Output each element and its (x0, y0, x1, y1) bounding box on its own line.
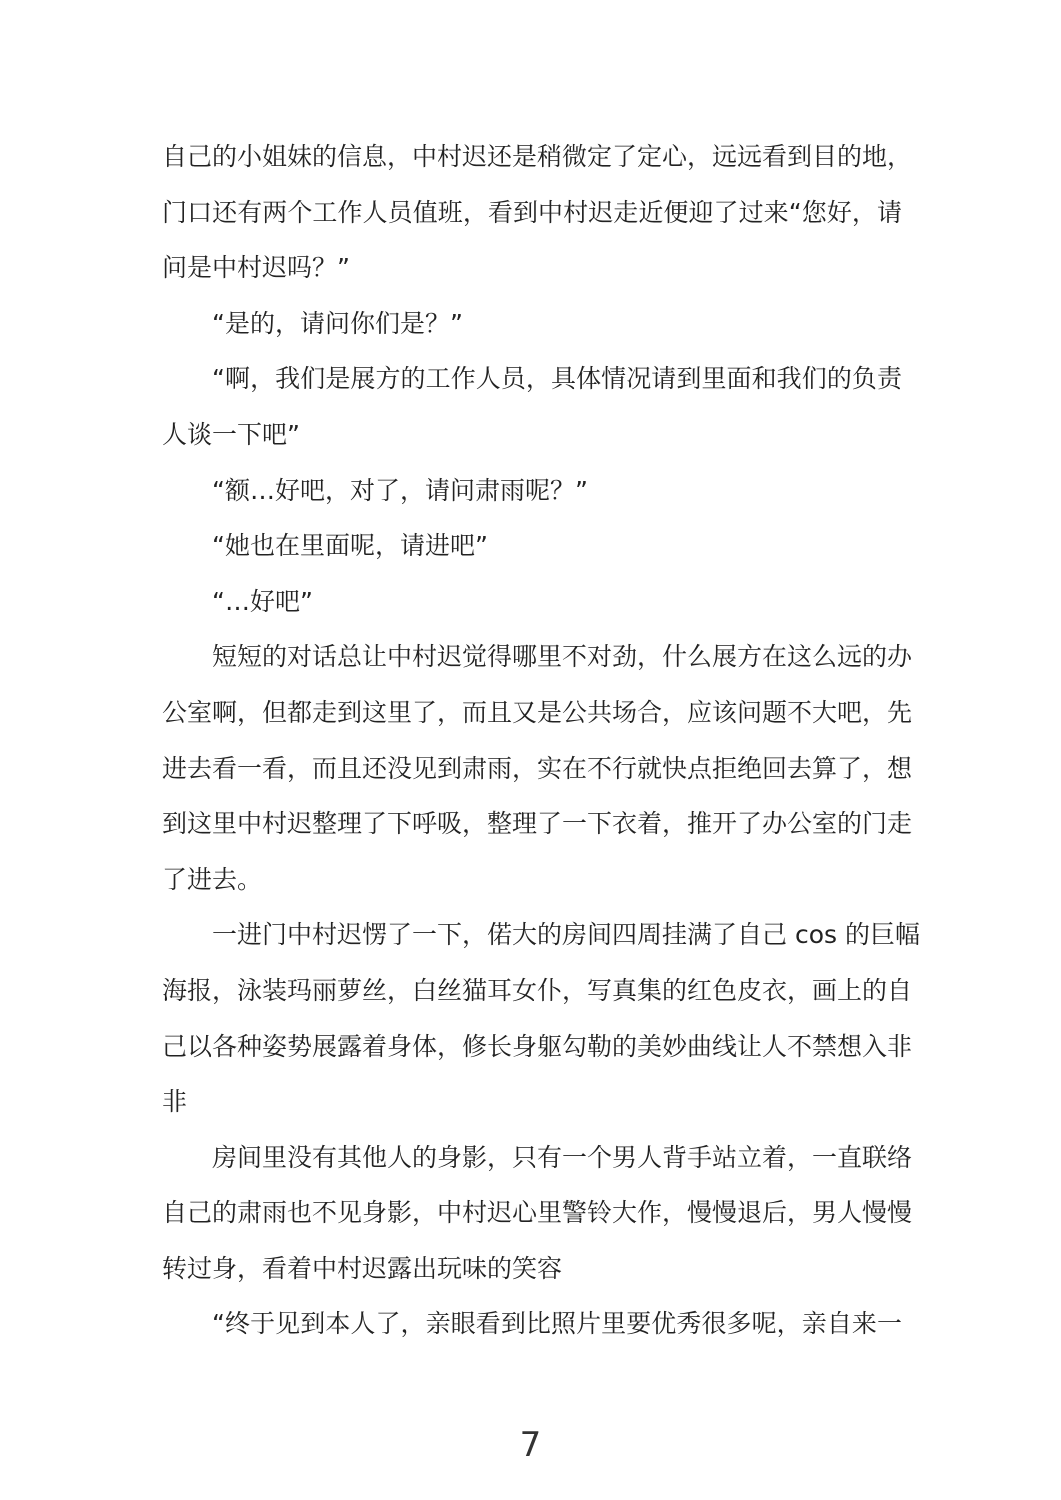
text-line: “她也在里面呢，请进吧” (212, 531, 488, 561)
text-line: 门口还有两个工作人员值班，看到中村迟走近便迎了过来“您好，请 (162, 197, 902, 227)
text-line: “额…好吧，对了，请问肃雨呢？” (212, 475, 588, 505)
text-line: 公室啊，但都走到这里了，而且又是公共场合，应该问题不大吧，先 (162, 697, 913, 727)
text-line: 转过身，看着中村迟露出玩味的笑容 (162, 1253, 563, 1283)
text-line: “…好吧” (212, 586, 313, 616)
text-line: 一进门中村迟愣了一下，偌大的房间四周挂满了自己 cos 的巨幅 (212, 920, 920, 950)
text-line: 自己的肃雨也不见身影，中村迟心里警铃大作，慢慢退后，男人慢慢 (162, 1198, 913, 1228)
text-line: “终于见到本人了，亲眼看到比照片里要优秀很多呢，亲自来一 (212, 1309, 902, 1339)
text-line: 进去看一看，而且还没见到肃雨，实在不行就快点拒绝回去算了，想 (162, 753, 913, 783)
page-number: 7 (519, 1425, 542, 1465)
text-line: “是的，请问你们是？” (212, 308, 463, 338)
text-line: 了进去。 (162, 864, 263, 894)
text-line: 己以各种姿势展露着身体，修长身躯勾勒的美妙曲线让人不禁想入非 (162, 1031, 913, 1061)
text-line: 人谈一下吧” (162, 419, 300, 449)
text-line: “啊，我们是展方的工作人员，具体情况请到里面和我们的负责 (212, 364, 902, 394)
text-line: 海报，泳装玛丽萝丝，白丝猫耳女仆，写真集的红色皮衣，画上的自 (162, 975, 913, 1005)
text-line: 到这里中村迟整理了下呼吸，整理了一下衣着，推开了办公室的门走 (162, 809, 913, 839)
text-line: 短短的对话总让中村迟觉得哪里不对劲，什么展方在这么远的办 (212, 642, 913, 672)
text-line: 自己的小姐妹的信息，中村迟还是稍微定了定心，远远看到目的地， (162, 142, 913, 171)
text-line: 非 (162, 1087, 188, 1117)
text-line: 房间里没有其他人的身影，只有一个男人背手站立着，一直联络 (212, 1142, 913, 1172)
body-text (162, 129, 920, 1352)
text-line: 问是中村迟吗？” (162, 253, 350, 283)
